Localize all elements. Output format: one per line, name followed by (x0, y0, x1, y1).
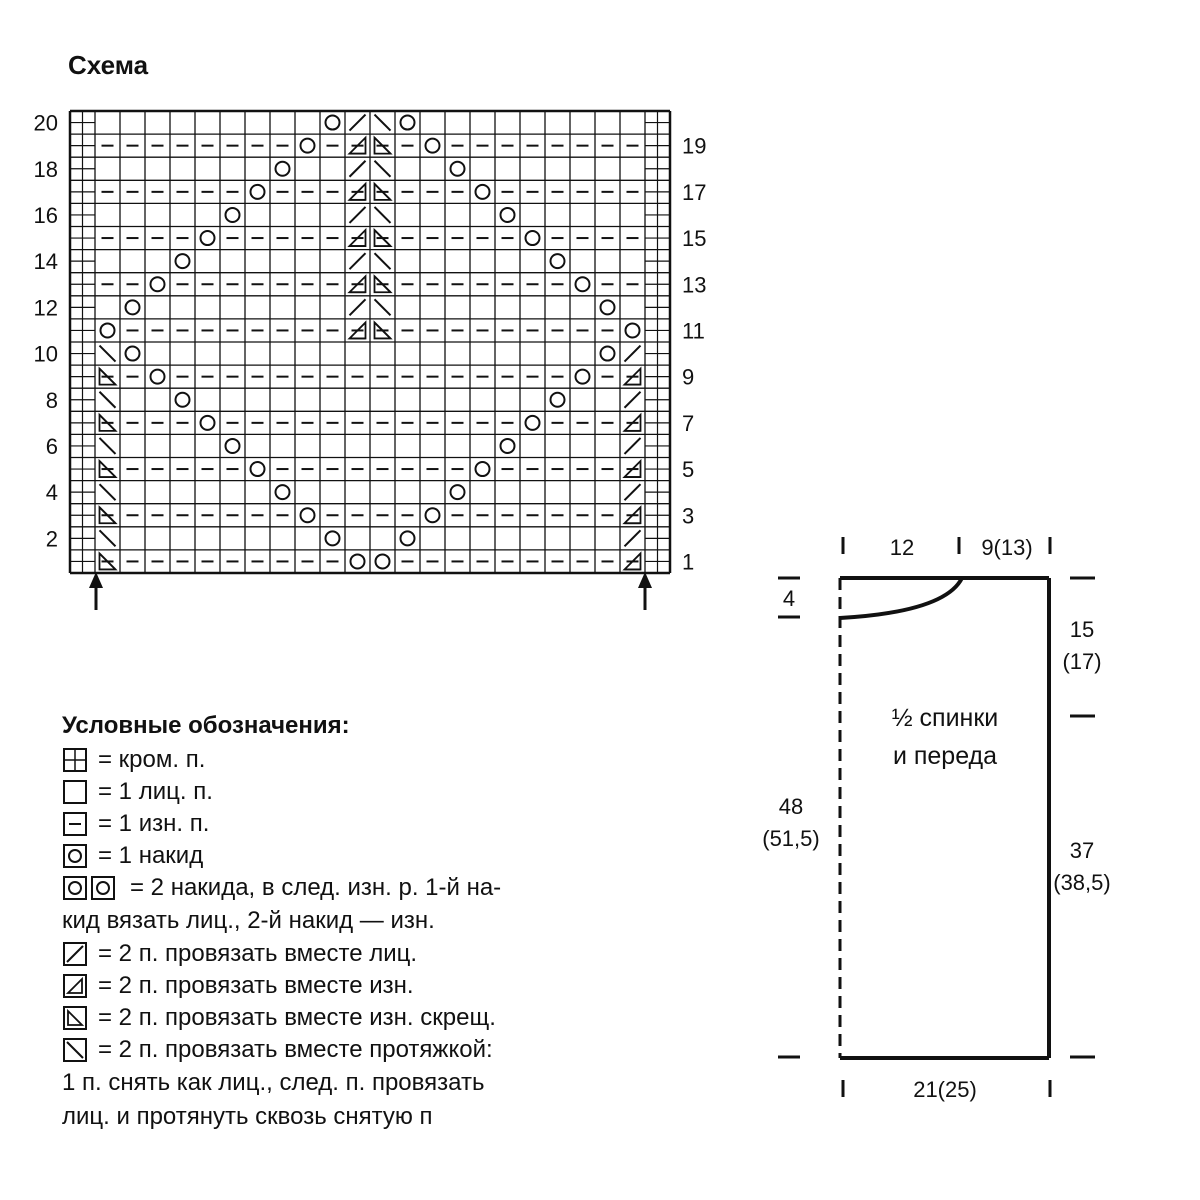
k2tog-symbol (625, 438, 641, 454)
yarn-over-symbol (176, 393, 190, 407)
armhole-measure: 15 (1069, 617, 1095, 642)
yo2-legend-icon (62, 875, 120, 901)
k2tog-icon (62, 941, 88, 967)
legend-text: = 1 накид (98, 842, 204, 869)
legend-item (62, 970, 702, 1002)
yarn-over-symbol (126, 300, 140, 314)
yarn-over-symbol (526, 231, 540, 245)
legend-item (62, 776, 702, 808)
row-number-even: 10 (33, 341, 58, 367)
pattern-neckline (840, 578, 962, 618)
purl-legend-icon (62, 811, 88, 837)
yarn-over-symbol (476, 462, 490, 476)
row-number-odd: 5 (682, 457, 695, 483)
p2tog-icon (62, 973, 88, 999)
knitting-chart (0, 0, 730, 620)
row-number-odd: 1 (682, 549, 695, 575)
yo-legend-icon (62, 843, 88, 869)
k2tog-symbol (625, 346, 641, 362)
pattern-label-line1: ½ спинки (891, 704, 999, 732)
row-number-even: 4 (45, 480, 58, 506)
row-number-even: 8 (45, 387, 58, 413)
length-measure: 48 (778, 794, 804, 819)
legend-item (62, 1002, 702, 1034)
p2tog-tbl-icon (62, 1005, 88, 1031)
yarn-over-symbol (351, 554, 365, 568)
yarn-over-symbol (526, 416, 540, 430)
yo-icon (62, 843, 88, 869)
top-left-measure: 12 (889, 535, 915, 560)
yarn-over-symbol (151, 370, 165, 384)
legend-text: = 2 п. провязать вместе изн. скрещ. (98, 1004, 496, 1031)
edge-legend-icon (62, 747, 88, 773)
yarn-over-symbol (426, 139, 440, 153)
yarn-over-symbol (476, 185, 490, 199)
yarn-over-symbol (376, 554, 390, 568)
yarn-over-symbol (126, 347, 140, 361)
knit-legend-icon (62, 779, 88, 805)
yarn-over-symbol (326, 116, 340, 130)
neck-depth-measure: 4 (782, 586, 796, 611)
ssk-symbol (375, 115, 391, 131)
start-arrow-head (638, 572, 652, 588)
row-number-odd: 3 (682, 503, 695, 529)
start-arrows (89, 572, 652, 610)
yarn-over-symbol (201, 416, 215, 430)
k2tog-symbol (350, 299, 366, 315)
legend-item (62, 938, 702, 970)
yarn-over-symbol (401, 116, 415, 130)
yarn-over-symbol (201, 231, 215, 245)
yarn-over-symbol (251, 462, 265, 476)
chart-grid (70, 111, 670, 573)
yarn-over-symbol (551, 254, 565, 268)
yarn-over-symbol (551, 393, 565, 407)
legend-item (62, 872, 702, 904)
k2tog-symbol (625, 530, 641, 546)
start-arrow-head (89, 572, 103, 588)
k2tog-symbol (350, 207, 366, 223)
yarn-over-symbol (426, 508, 440, 522)
row-number-odd: 7 (682, 410, 695, 436)
legend-text: = 2 п. провязать вместе изн. (98, 972, 414, 999)
edge-icon (62, 747, 88, 773)
yarn-over-symbol (451, 485, 465, 499)
yarn-over-symbol (576, 370, 590, 384)
pattern-label-line2: и переда (892, 742, 998, 770)
row-number-even: 12 (33, 295, 58, 321)
legend-text: = 2 накида, в след. изн. р. 1-й на- (130, 874, 502, 901)
ssk-symbol (375, 253, 391, 269)
row-number-odd: 9 (682, 364, 695, 390)
yarn-over-symbol (301, 139, 315, 153)
row-number-odd: 17 (682, 179, 707, 205)
k2tog-symbol (350, 161, 366, 177)
legend-item (62, 1034, 702, 1066)
k2tog-symbol (625, 392, 641, 408)
yarn-over-symbol (151, 277, 165, 291)
yarn-over-symbol (451, 162, 465, 176)
row-number-odd: 15 (682, 226, 707, 252)
row-number-even: 20 (33, 110, 58, 136)
legend (62, 712, 702, 1134)
yarn-over-symbol (276, 485, 290, 499)
k2tog-symbol (625, 484, 641, 500)
yarn-over-symbol (276, 162, 290, 176)
ssk-legend-icon (62, 1037, 88, 1063)
legend-text: = 1 изн. п. (98, 810, 210, 837)
row-number-odd: 11 (682, 318, 705, 344)
lower-side-measure-alt: (38,5) (1053, 870, 1111, 895)
row-number-even: 2 (45, 526, 58, 552)
legend-text: = 2 п. провязать вместе лиц. (98, 940, 418, 967)
purl-icon (62, 811, 88, 837)
legend-item (62, 744, 702, 776)
legend-text-continued: 1 п. снять как лиц., след. п. провязать (62, 1069, 485, 1096)
yarn-over-symbol (501, 208, 515, 222)
bottom-measure: 21(25) (913, 1077, 977, 1102)
ssk-symbol (375, 299, 391, 315)
yarn-over-symbol (326, 531, 340, 545)
length-measure-alt: (51,5) (762, 826, 820, 851)
ssk-symbol (100, 392, 116, 408)
legend-text-continued: лиц. и протянуть сквозь снятую п (62, 1103, 433, 1130)
yo2-icon (62, 875, 120, 901)
armhole-measure-alt: (17) (1062, 649, 1102, 674)
yarn-over-symbol (251, 185, 265, 199)
legend-text: = 2 п. провязать вместе протяжкой: (98, 1036, 493, 1063)
page-title: Схема (68, 50, 149, 80)
k2tog-symbol (350, 253, 366, 269)
p2tog-legend-icon (62, 973, 88, 999)
k2tog-legend-icon (62, 941, 88, 967)
k2tog-symbol (350, 115, 366, 131)
legend-text: = 1 лиц. п. (98, 778, 213, 805)
yarn-over-symbol (301, 508, 315, 522)
row-number-even: 16 (33, 202, 58, 228)
yarn-over-symbol (226, 439, 240, 453)
legend-item (62, 808, 702, 840)
yarn-over-symbol (601, 347, 615, 361)
yarn-over-symbol (176, 254, 190, 268)
ssk-symbol (375, 207, 391, 223)
row-number-odd: 19 (682, 133, 707, 159)
legend-heading: Условные обозначения: (62, 712, 350, 739)
row-number-even: 6 (45, 433, 58, 459)
ssk-symbol (100, 484, 116, 500)
legend-text: = кром. п. (98, 746, 206, 773)
ssk-symbol (100, 346, 116, 362)
yarn-over-symbol (226, 208, 240, 222)
ssk-symbol (100, 530, 116, 546)
garment-pattern (740, 520, 1140, 1110)
lower-side-measure: 37 (1069, 838, 1095, 863)
legend-text-continued: кид вязать лиц., 2-й накид — изн. (62, 907, 435, 934)
yarn-over-symbol (101, 323, 115, 337)
top-right-measure: 9(13) (981, 535, 1033, 560)
row-number-even: 18 (33, 156, 58, 182)
knit-icon (62, 779, 88, 805)
yarn-over-symbol (401, 531, 415, 545)
row-number-even: 14 (33, 249, 58, 275)
yarn-over-symbol (501, 439, 515, 453)
yarn-over-symbol (601, 300, 615, 314)
ssk-icon (62, 1037, 88, 1063)
p2tog-tbl-legend-icon (62, 1005, 88, 1031)
yarn-over-symbol (626, 323, 640, 337)
legend-item (62, 840, 702, 872)
yarn-over-symbol (576, 277, 590, 291)
ssk-symbol (100, 438, 116, 454)
row-number-odd: 13 (682, 272, 707, 298)
ssk-symbol (375, 161, 391, 177)
